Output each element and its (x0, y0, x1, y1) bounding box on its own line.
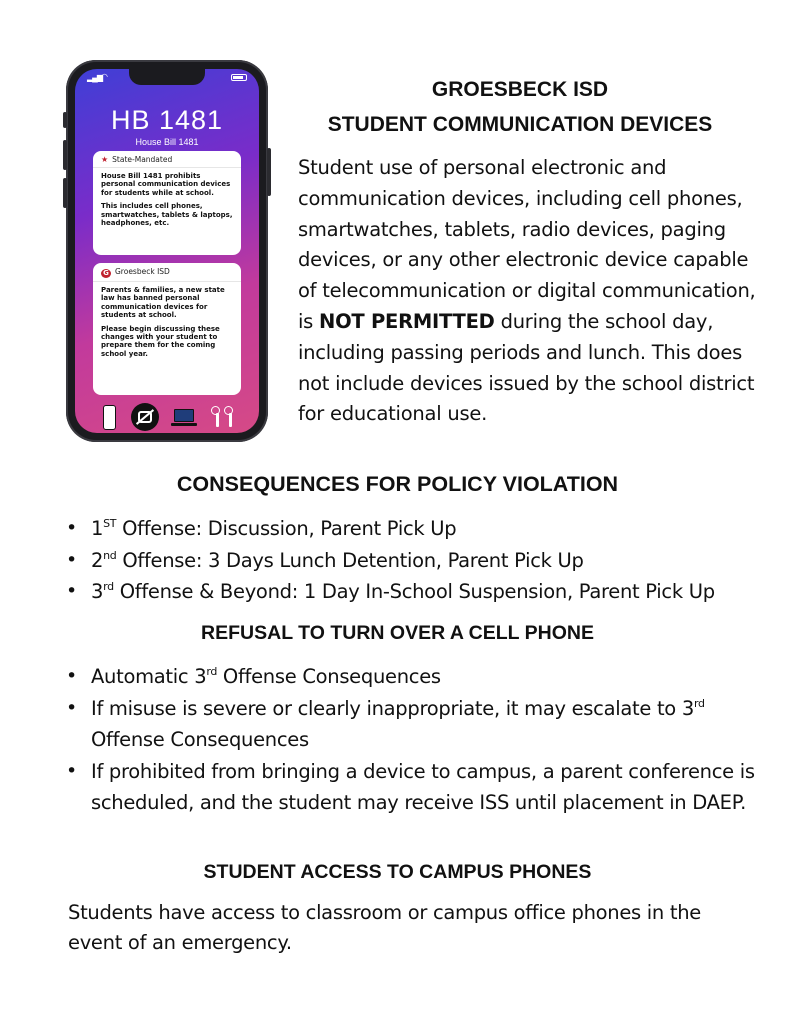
no-smartwatch-icon (131, 403, 159, 431)
consequences-list (66, 513, 766, 608)
laptop-icon (171, 409, 197, 429)
phone-volume-down (63, 178, 67, 208)
notification-header (93, 263, 241, 282)
notification-text: Please begin discussing these changes with your student to prepare them for the coming school year. (101, 324, 220, 358)
phone-icon (103, 405, 116, 430)
campus-phones-heading: STUDENT ACCESS TO CAMPUS PHONES (203, 861, 592, 883)
earbuds-icon (209, 406, 235, 430)
list-item: • 1ST Offense: Discussion, Parent Pick Up (66, 513, 766, 545)
intro-text-end: during the school day, including passing periods and lunch. This does not include devices issued by the school district for educational use. (298, 309, 755, 426)
battery-icon (231, 74, 247, 81)
refusal-list (66, 661, 756, 819)
notification-source: State-Mandated (112, 155, 173, 164)
signal-icon: ▂▄▆ (87, 73, 102, 82)
intro-text: Student use of personal electronic and communication devices, including cell phones, smartwatches, tablets, radio devices, paging devices, or any other electronic device capable of telecommunication or digital communication, is (298, 156, 756, 333)
phone-screen (75, 69, 259, 433)
notification-source: Groesbeck ISD (115, 267, 170, 276)
phone-subtitle: House Bill 1481 (135, 137, 199, 147)
notification-header (93, 151, 241, 168)
list-item: • Automatic 3rd Offense Consequences (66, 661, 756, 693)
document-title: STUDENT COMMUNICATION DEVICES (327, 113, 713, 136)
district-heading: GROESBECK ISD (431, 78, 609, 101)
notification-text: This includes cell phones, smartwatches, tablets & laptops, headphones, etc. (101, 202, 233, 228)
groesbeck-logo-icon: G (101, 269, 111, 278)
notification-text: Parents & families, a new state law has banned personal communication devices for students at school. (101, 286, 225, 320)
notification-card-district (93, 263, 241, 395)
list-item: • If prohibited from bringing a device to campus, a parent conference is scheduled, and the student may receive ISS until placement in DAEP. (66, 756, 756, 819)
phone-volume-up (63, 140, 67, 170)
notification-body (93, 282, 241, 367)
phone-title: HB 1481 (110, 105, 224, 135)
intro-emphasis: NOT PERMITTED (319, 309, 495, 333)
refusal-heading: REFUSAL TO TURN OVER A CELL PHONE (201, 622, 594, 644)
phone-illustration (66, 60, 268, 442)
phone-notch (129, 69, 205, 85)
list-item: • 3rd Offense & Beyond: 1 Day In-School Suspension, Parent Pick Up (66, 576, 766, 608)
notification-card-state (93, 151, 241, 255)
device-icons-row (75, 403, 259, 433)
texas-icon: ★ (101, 155, 109, 164)
list-item: • If misuse is severe or clearly inappropriate, it may escalate to 3rd Offense Consequences (66, 693, 756, 756)
campus-phones-text: Students have access to classroom or campus office phones in the event of an emergency. (68, 901, 701, 954)
phone-side-button (63, 112, 67, 128)
notification-body (93, 168, 241, 236)
wifi-icon: ◠ (101, 72, 108, 81)
list-item: • 2nd Offense: 3 Days Lunch Detention, Parent Pick Up (66, 545, 766, 577)
phone-power-button (267, 148, 271, 196)
consequences-heading: CONSEQUENCES FOR POLICY VIOLATION (176, 472, 619, 496)
notification-text: House Bill 1481 prohibits personal communication devices for students while at school. (101, 172, 231, 197)
policy-intro (298, 153, 758, 430)
